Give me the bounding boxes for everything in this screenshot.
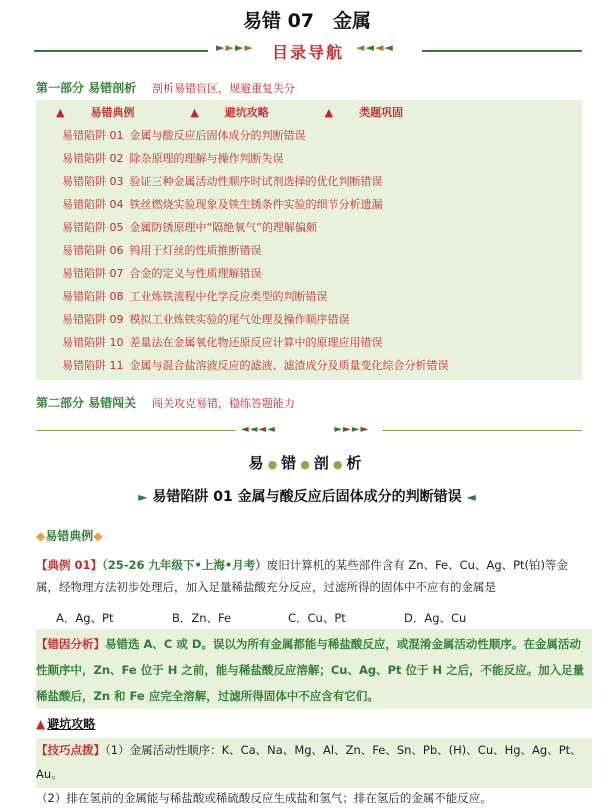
toc-item-code: 易错陷阱 08 (62, 290, 124, 303)
toc-item-09[interactable] (62, 311, 350, 327)
arrow-right-icon: ► (138, 490, 148, 504)
option-a: A．Ag、Pt (56, 611, 114, 625)
toc-panel (36, 100, 582, 380)
warning-icon: ▲ (190, 106, 199, 119)
section-title-char: 析 (346, 454, 366, 472)
option-b: B．Zn、Fe (172, 611, 232, 625)
tips-heading (36, 715, 95, 732)
question-source: （25-26 九年级下•上海•月考） (102, 558, 267, 572)
warning-icon: ▲ (56, 106, 65, 119)
tips-line-2: （2）排在氢前的金属能与稀盐酸或稀硫酸反应生成盐和氢气；排在氢后的金属不能反应。 (36, 791, 492, 805)
arrow-right-icon: ►►►► (216, 41, 254, 54)
options (56, 610, 520, 626)
toc-item-text: 金属与酸反应后固体成分的判断错误 (129, 129, 306, 142)
toc-item-text: 除杂原理的理解与操作判断失误 (129, 152, 284, 165)
diamond-icon: ◆ (36, 529, 46, 543)
tips-panel (36, 738, 592, 805)
dot-icon: ● (267, 458, 282, 471)
section-divider (36, 424, 582, 438)
toc-item-11[interactable] (62, 357, 449, 373)
toc-item-text: 铁丝燃烧实验现象及铁生锈条件实验的细节分析遗漏 (129, 198, 383, 211)
toc-item-01[interactable] (62, 127, 306, 143)
question-text (36, 554, 588, 598)
toc-nav-banner (34, 40, 582, 62)
toc-item-07[interactable] (62, 265, 262, 281)
section-title-char: 剖 (313, 454, 333, 472)
toc-item-code: 易错陷阱 06 (62, 244, 124, 257)
example-heading (36, 527, 102, 544)
analysis-text: 易错选 A、C 或 D。误以为所有金属都能与稀盐酸反应，或混淆金属活动性顺序。在金属活动性顺序中，Zn、Fe 位于 H 之前，能与稀盐酸反应溶解；Cu、Ag、Pt 位于 H 之后，不能反应。加入足量稀盐酸后，Zn 和 Fe 应完全溶解，过滤所得固体中不应含有它们。 (36, 637, 585, 703)
arrow-divider-icon: ◄◄◄◄ ►►►► (241, 424, 370, 435)
arrow-left-icon: ◄◄◄◄ (356, 41, 394, 54)
toc-item-text: 验证三种金属活动性顺序时试剂选择的优化判断错误 (129, 175, 383, 188)
option-c: C．Cu、Pt (288, 611, 346, 625)
part2-heading (36, 394, 295, 411)
divider-line-right (422, 50, 582, 52)
toc-item-10[interactable] (62, 334, 383, 350)
toc-item-04[interactable] (62, 196, 383, 212)
toc-item-text: 模拟工业炼铁实验的尾气处理及操作顺序错误 (129, 313, 350, 326)
toc-title: 目录导航 (272, 43, 345, 62)
section-title-char: 错 (281, 454, 301, 472)
toc-item-code: 易错陷阱 05 (62, 221, 124, 234)
toc-item-code: 易错陷阱 10 (62, 336, 124, 349)
example-label: 易错典例 (45, 529, 94, 543)
arrow-left-icon: ◄ (466, 490, 476, 504)
toc-item-03[interactable] (62, 173, 383, 189)
toc-item-text: 差量法在金属氧化物还原反应计算中的原理应用错误 (129, 336, 383, 349)
analysis-tag: 【错因分析】 (36, 637, 105, 651)
option-d: D．Ag、Cu (404, 611, 467, 625)
diamond-icon: ◆ (93, 529, 103, 543)
tips-tag: 【技巧点拨】 (36, 743, 105, 757)
dot-icon: ● (332, 458, 347, 471)
tips-heading-label: 避坑攻略 (47, 717, 96, 731)
part2-title: 第二部分 易错闯关 (36, 396, 137, 410)
divider-line-right (382, 430, 582, 431)
toc-header-item: 易错典例 (90, 106, 135, 119)
toc-item-text: 金属与混合盐溶液反应的滤液、滤渣成分及质量变化综合分析错误 (129, 359, 449, 372)
toc-item-05[interactable] (62, 219, 317, 235)
section-title-char: 易 (248, 454, 268, 472)
tips-line1-text: （1）金属活动性顺序：K、Ca、Na、Mg、Al、Zn、Fe、Sn、Pb、(H)、Cu、Hg、Ag、Pt、Au。 (36, 743, 582, 781)
part1-heading (36, 79, 295, 96)
part2-desc: 闯关攻克易错，稳练答题能力 (152, 397, 296, 410)
trap-title: 易错陷阱 01 金属与酸反应后固体成分的判断错误 (152, 489, 462, 505)
toc-item-02[interactable] (62, 150, 284, 166)
toc-header-item: 避坑攻略 (224, 106, 269, 119)
warning-icon: ▲ (36, 717, 46, 731)
toc-item-text: 合金的定义与性质理解错误 (129, 267, 262, 280)
dot-icon: ● (300, 458, 314, 471)
toc-item-code: 易错陷阱 03 (62, 175, 124, 188)
toc-item-text: 工业炼铁流程中化学反应类型的判断错误 (129, 290, 328, 303)
section-title (0, 452, 614, 473)
toc-header (56, 104, 455, 120)
toc-header-item: 类题巩固 (359, 106, 404, 119)
part1-title: 第一部分 易错剖析 (36, 81, 137, 95)
question-body: 废旧计算机的某些部件含有 Zn、Fe、Cu、Ag、Pt(铂)等金属，经物理方法初步处理后，加入足量稀盐酸充分反应，过滤所得的固体中不应有的金属是 (36, 558, 569, 594)
toc-item-text: 钨用于灯丝的性质推断错误 (129, 244, 262, 257)
toc-item-code: 易错陷阱 01 (62, 129, 124, 142)
toc-item-code: 易错陷阱 11 (62, 359, 124, 372)
toc-item-code: 易错陷阱 02 (62, 152, 124, 165)
page-title: 易错 07 金属 (242, 10, 372, 32)
toc-item-06[interactable] (62, 242, 262, 258)
toc-item-code: 易错陷阱 04 (62, 198, 124, 211)
warning-icon: ▲ (324, 106, 334, 119)
tips-line-1 (36, 738, 592, 786)
divider-line-left (34, 50, 208, 52)
divider-line-left (36, 430, 236, 431)
error-analysis-panel (36, 629, 592, 709)
part1-desc: 剖析易错盲区，规避重复失分 (152, 82, 296, 95)
question-tag: 【典例 01】 (36, 558, 103, 572)
trap-heading (0, 486, 614, 506)
toc-item-text: 金属防锈原理中“隔绝氧气”的理解偏颇 (129, 221, 317, 234)
toc-item-code: 易错陷阱 09 (62, 313, 124, 326)
toc-item-code: 易错陷阱 07 (62, 267, 124, 280)
toc-item-08[interactable] (62, 288, 328, 304)
